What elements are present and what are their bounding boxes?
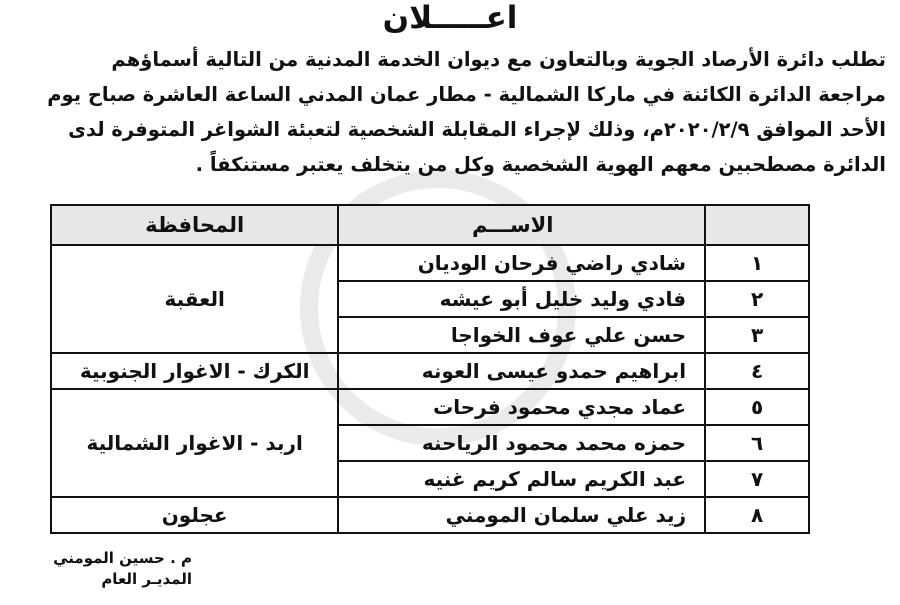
candidates-table xyxy=(50,204,810,534)
header-governorate: المحافظة xyxy=(51,205,338,245)
signature-block xyxy=(22,548,192,590)
row-name: زيد علي سلمان المومني xyxy=(338,497,705,533)
table-row xyxy=(51,245,809,281)
announcement-title: اعـــــلان xyxy=(382,0,518,36)
row-name: عماد مجدي محمود فرحات xyxy=(338,389,705,425)
table-header-row xyxy=(51,205,809,245)
row-number: ٧ xyxy=(705,461,809,497)
body-line-3: الأحد الموافق ٢٠٢٠/٢/٩م، وذلك لإجراء المقابلة الشخصية لتعبئة الشواغر المتوفرة لدى xyxy=(68,118,886,141)
row-name: شادي راضي فرحان الوديان xyxy=(338,245,705,281)
signature-name: م . حسين المومني xyxy=(53,549,192,567)
header-name: الاســـم xyxy=(338,205,705,245)
table-row xyxy=(51,389,809,425)
table-row xyxy=(51,353,809,389)
row-number: ٦ xyxy=(705,425,809,461)
row-number: ١ xyxy=(705,245,809,281)
announcement-body xyxy=(14,42,886,182)
row-name: عبد الكريم سالم كريم غنيه xyxy=(338,461,705,497)
governorate-cell: اربد - الاغوار الشمالية xyxy=(51,389,338,497)
row-name: حمزه محمد محمود الرياحنه xyxy=(338,425,705,461)
row-number: ٤ xyxy=(705,353,809,389)
body-line-4: الدائرة مصطحبين معهم الهوية الشخصية وكل من يتخلف يعتبر مستنكفاً . xyxy=(195,153,886,176)
body-line-2: مراجعة الدائرة الكائنة في ماركا الشمالية - مطار عمان المدني الساعة العاشرة صباح يوم xyxy=(47,83,886,106)
row-number: ٣ xyxy=(705,317,809,353)
governorate-cell: الكرك - الاغوار الجنوبية xyxy=(51,353,338,389)
row-number: ٥ xyxy=(705,389,809,425)
signature-role: المديـر العام xyxy=(101,570,192,588)
row-name: فادي وليد خليل أبو عيشه xyxy=(338,281,705,317)
body-line-1: تطلب دائرة الأرصاد الجوية وبالتعاون مع ديوان الخدمة المدنية من التالية أسماؤهم xyxy=(111,48,886,71)
row-number: ٢ xyxy=(705,281,809,317)
governorate-cell: عجلون xyxy=(51,497,338,533)
table-row xyxy=(51,497,809,533)
governorate-cell: العقبة xyxy=(51,245,338,353)
row-name: ابراهيم حمدو عيسى العونه xyxy=(338,353,705,389)
row-name: حسن علي عوف الخواجا xyxy=(338,317,705,353)
header-number xyxy=(705,205,809,245)
row-number: ٨ xyxy=(705,497,809,533)
